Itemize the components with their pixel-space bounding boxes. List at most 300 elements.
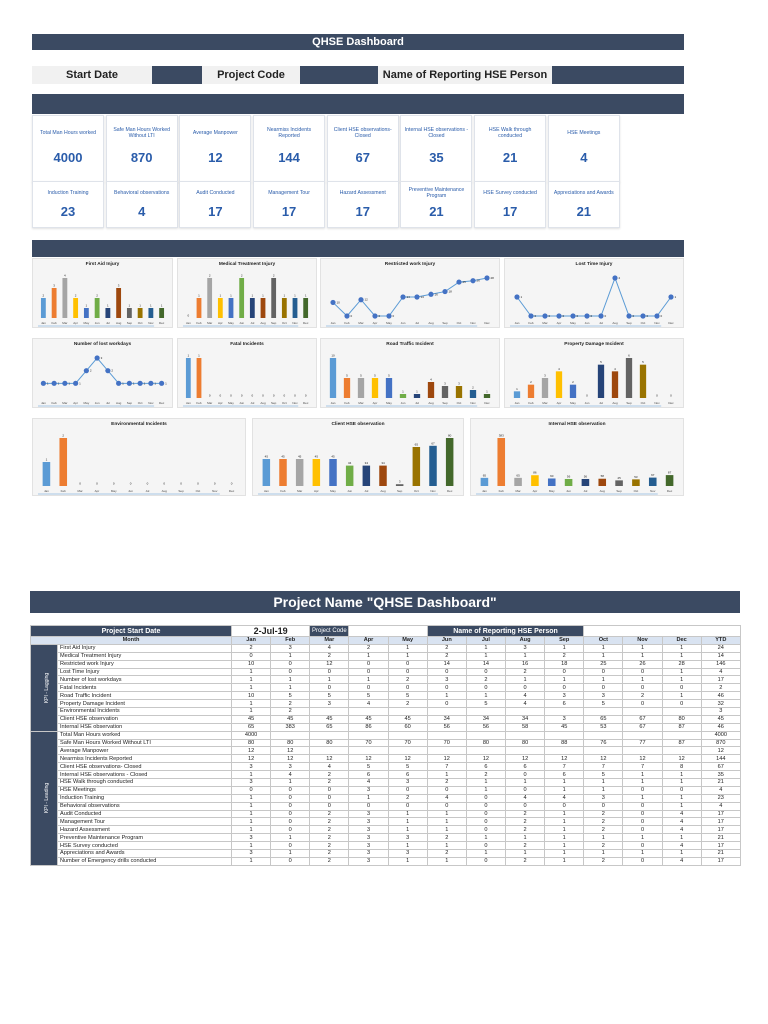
table-cell[interactable]: 65 [310, 723, 349, 731]
table-cell[interactable]: 3 [349, 826, 388, 834]
table-cell[interactable]: 2 [388, 676, 427, 684]
table-cell[interactable]: 2 [584, 810, 623, 818]
table-cell[interactable]: 1 [584, 652, 623, 660]
table-cell[interactable]: 5 [584, 771, 623, 779]
table-cell[interactable]: 1 [623, 771, 662, 779]
table-cell[interactable]: 0 [623, 786, 662, 794]
table-cell[interactable]: 1 [662, 692, 701, 700]
table-cell[interactable]: 4 [701, 802, 740, 810]
table-cell[interactable]: 2 [427, 850, 466, 858]
table-cell[interactable]: 2 [349, 644, 388, 652]
table-cell[interactable]: 1 [427, 771, 466, 779]
table-cell[interactable] [506, 731, 545, 739]
table-cell[interactable]: 1 [623, 652, 662, 660]
table-cell[interactable]: 1 [506, 834, 545, 842]
table-cell[interactable]: 12 [662, 755, 701, 763]
table-cell[interactable]: 0 [427, 802, 466, 810]
table-cell[interactable]: 1 [623, 834, 662, 842]
table-cell[interactable]: 1 [271, 676, 310, 684]
table-cell[interactable]: 1 [545, 810, 584, 818]
table-cell[interactable]: 1 [623, 644, 662, 652]
table-cell[interactable] [623, 708, 662, 716]
table-cell[interactable]: 0 [388, 802, 427, 810]
table-cell[interactable]: 1 [506, 676, 545, 684]
table-cell[interactable]: 0 [349, 660, 388, 668]
table-cell[interactable]: 0 [427, 786, 466, 794]
table-cell[interactable]: 6 [506, 763, 545, 771]
table-cell[interactable]: 3 [427, 676, 466, 684]
table-cell[interactable]: 1 [427, 810, 466, 818]
table-cell[interactable]: 2 [310, 810, 349, 818]
table-cell[interactable] [584, 731, 623, 739]
table-cell[interactable]: 88 [545, 739, 584, 747]
table-cell[interactable]: 1 [584, 834, 623, 842]
table-cell[interactable]: 1 [427, 857, 466, 865]
table-cell[interactable]: 5 [310, 692, 349, 700]
table-cell[interactable]: 3 [349, 786, 388, 794]
table-cell[interactable]: 3 [349, 850, 388, 858]
table-cell[interactable]: 1 [662, 771, 701, 779]
table-cell[interactable]: 14 [466, 660, 505, 668]
table-cell[interactable]: 1 [584, 779, 623, 787]
table-cell[interactable]: 0 [232, 652, 271, 660]
table-cell[interactable]: 2 [584, 826, 623, 834]
table-cell[interactable]: 86 [349, 723, 388, 731]
table-cell[interactable]: 80 [310, 739, 349, 747]
table-cell[interactable]: 0 [623, 700, 662, 708]
table-cell[interactable]: 6 [466, 763, 505, 771]
table-cell[interactable]: 1 [232, 810, 271, 818]
table-cell[interactable]: 2 [506, 818, 545, 826]
table-cell[interactable]: 2 [584, 857, 623, 865]
table-cell[interactable]: 56 [466, 723, 505, 731]
table-cell[interactable]: 0 [466, 826, 505, 834]
table-cell[interactable] [349, 731, 388, 739]
table-cell[interactable]: 70 [427, 739, 466, 747]
table-cell[interactable]: 1 [232, 794, 271, 802]
table-cell[interactable]: 0 [271, 660, 310, 668]
table-cell[interactable]: 2 [271, 700, 310, 708]
table-cell[interactable] [584, 708, 623, 716]
table-cell[interactable]: 1 [349, 794, 388, 802]
table-cell[interactable]: 0 [388, 684, 427, 692]
table-cell[interactable]: 67 [623, 723, 662, 731]
table-cell[interactable]: 0 [662, 786, 701, 794]
table-cell[interactable]: 0 [545, 802, 584, 810]
table-cell[interactable]: 12 [232, 747, 271, 755]
table-cell[interactable]: 60 [388, 723, 427, 731]
table-cell[interactable]: 17 [701, 842, 740, 850]
table-cell[interactable]: 2 [271, 708, 310, 716]
table-cell[interactable]: 1 [232, 802, 271, 810]
table-cell[interactable]: 0 [466, 802, 505, 810]
table-cell[interactable]: 0 [388, 660, 427, 668]
table-cell[interactable]: 0 [349, 802, 388, 810]
table-cell[interactable]: 70 [388, 739, 427, 747]
table-cell[interactable]: 0 [349, 668, 388, 676]
table-cell[interactable]: 1 [662, 652, 701, 660]
table-cell[interactable]: 0 [310, 802, 349, 810]
table-cell[interactable]: 1 [545, 857, 584, 865]
table-cell[interactable]: 35 [701, 771, 740, 779]
table-cell[interactable]: 0 [466, 684, 505, 692]
table-cell[interactable]: 80 [271, 739, 310, 747]
table-cell[interactable]: 1 [232, 818, 271, 826]
table-cell[interactable]: 67 [623, 715, 662, 723]
table-cell[interactable]: 0 [506, 771, 545, 779]
table-cell[interactable]: 5 [388, 692, 427, 700]
table-cell[interactable]: 25 [584, 660, 623, 668]
table-cell[interactable]: 0 [427, 684, 466, 692]
table-cell[interactable] [427, 747, 466, 755]
table-cell[interactable] [662, 708, 701, 716]
table-cell[interactable] [662, 731, 701, 739]
table-cell[interactable]: 6 [349, 771, 388, 779]
table-cell[interactable]: 1 [662, 668, 701, 676]
table-cell[interactable]: 26 [623, 660, 662, 668]
table-cell[interactable] [349, 708, 388, 716]
table-cell[interactable]: 12 [506, 755, 545, 763]
table-cell[interactable]: 4 [662, 810, 701, 818]
table-cell[interactable]: 3 [232, 834, 271, 842]
table-cell[interactable]: 144 [701, 755, 740, 763]
table-cell[interactable]: 34 [506, 715, 545, 723]
table-cell[interactable]: 4 [506, 794, 545, 802]
table-cell[interactable]: 4 [506, 692, 545, 700]
table-cell[interactable] [310, 731, 349, 739]
table-cell[interactable]: 1 [545, 779, 584, 787]
project-code-field[interactable] [300, 66, 378, 84]
table-cell[interactable]: 1 [545, 842, 584, 850]
table-cell[interactable]: 77 [623, 739, 662, 747]
table-cell[interactable]: 17 [701, 857, 740, 865]
table-cell[interactable]: 53 [584, 723, 623, 731]
table-cell[interactable]: 0 [506, 786, 545, 794]
reporting-person-field[interactable] [552, 66, 684, 84]
table-cell[interactable]: 3 [271, 763, 310, 771]
table-cell[interactable]: 3 [232, 850, 271, 858]
table-cell[interactable] [545, 747, 584, 755]
table-cell[interactable]: 4 [662, 857, 701, 865]
table-cell[interactable]: 3 [388, 779, 427, 787]
table-cell[interactable]: 8 [662, 763, 701, 771]
table-cell[interactable]: 0 [466, 818, 505, 826]
table-cell[interactable]: 2 [466, 771, 505, 779]
table-cell[interactable]: 2 [506, 842, 545, 850]
table-cell[interactable]: 80 [232, 739, 271, 747]
table-cell[interactable]: 17 [701, 810, 740, 818]
table-cell[interactable]: 1 [584, 676, 623, 684]
table-cell[interactable]: 12 [584, 755, 623, 763]
table-cell[interactable]: 1 [427, 692, 466, 700]
table-cell[interactable]: 4 [310, 763, 349, 771]
table-cell[interactable]: 1 [232, 668, 271, 676]
table-cell[interactable] [466, 731, 505, 739]
table-cell[interactable]: 1 [545, 644, 584, 652]
table-cell[interactable]: 4 [506, 700, 545, 708]
table-cell[interactable]: 1 [232, 857, 271, 865]
table-cell[interactable] [584, 747, 623, 755]
table-cell[interactable]: 1 [466, 834, 505, 842]
table-cell[interactable]: 2 [427, 834, 466, 842]
table-cell[interactable]: 5 [466, 700, 505, 708]
table-cell[interactable]: 17 [701, 818, 740, 826]
table-cell[interactable]: 1 [271, 779, 310, 787]
table-cell[interactable]: 7 [427, 763, 466, 771]
table-cell[interactable]: 4 [662, 818, 701, 826]
table-cell[interactable]: 28 [662, 660, 701, 668]
table-cell[interactable]: 3 [349, 818, 388, 826]
table-cell[interactable]: 6 [545, 771, 584, 779]
table-cell[interactable]: 3 [349, 810, 388, 818]
table-cell[interactable]: 0 [310, 786, 349, 794]
table-cell[interactable]: 0 [623, 826, 662, 834]
table-cell[interactable]: 67 [701, 763, 740, 771]
table-cell[interactable]: 3 [388, 834, 427, 842]
table-cell[interactable]: 17 [701, 676, 740, 684]
table-cell[interactable]: 4 [545, 794, 584, 802]
table-cell[interactable]: 0 [271, 802, 310, 810]
table-cell[interactable]: 10 [232, 660, 271, 668]
table-cell[interactable]: 1 [232, 842, 271, 850]
project-start-date-value[interactable]: 2-Jul-19 [232, 626, 310, 637]
table-cell[interactable]: 7 [545, 763, 584, 771]
table-cell[interactable]: 1 [388, 810, 427, 818]
table-cell[interactable]: 5 [349, 692, 388, 700]
table-cell[interactable]: 12 [427, 755, 466, 763]
table-cell[interactable]: 2 [310, 652, 349, 660]
table-cell[interactable]: 1 [623, 794, 662, 802]
table-cell[interactable]: 45 [388, 715, 427, 723]
table-cell[interactable]: 0 [466, 794, 505, 802]
table-cell[interactable]: 2 [310, 779, 349, 787]
table-cell[interactable]: 1 [662, 644, 701, 652]
table-cell[interactable]: 4 [310, 644, 349, 652]
table-cell[interactable]: 1 [545, 850, 584, 858]
table-cell[interactable]: 4 [349, 779, 388, 787]
table-cell[interactable]: 1 [662, 794, 701, 802]
table-cell[interactable]: 32 [701, 700, 740, 708]
table-cell[interactable]: 1 [232, 826, 271, 834]
table-cell[interactable]: 12 [388, 755, 427, 763]
table-cell[interactable]: 5 [584, 700, 623, 708]
table-cell[interactable]: 2 [310, 857, 349, 865]
table-cell[interactable]: 0 [623, 802, 662, 810]
table-cell[interactable]: 0 [427, 700, 466, 708]
table-cell[interactable]: 383 [271, 723, 310, 731]
table-cell[interactable]: 0 [584, 802, 623, 810]
table-cell[interactable]: 1 [271, 850, 310, 858]
table-cell[interactable]: 23 [701, 794, 740, 802]
table-cell[interactable]: 18 [545, 660, 584, 668]
table-cell[interactable]: 1 [349, 676, 388, 684]
table-cell[interactable]: 1 [466, 692, 505, 700]
table-cell[interactable]: 1 [506, 779, 545, 787]
table-cell[interactable]: 0 [584, 668, 623, 676]
table-cell[interactable]: 0 [310, 794, 349, 802]
table-cell[interactable]: 1 [388, 652, 427, 660]
table-cell[interactable]: 21 [701, 834, 740, 842]
table-cell[interactable]: 2 [701, 684, 740, 692]
table-cell[interactable]: 2 [310, 842, 349, 850]
table-cell[interactable]: 21 [701, 779, 740, 787]
table-cell[interactable]: 0 [388, 668, 427, 676]
table-cell[interactable]: 1 [506, 850, 545, 858]
table-cell[interactable]: 87 [662, 723, 701, 731]
table-cell[interactable] [349, 747, 388, 755]
table-cell[interactable]: 1 [662, 779, 701, 787]
table-cell[interactable]: 1 [623, 779, 662, 787]
table-cell[interactable]: 1 [427, 818, 466, 826]
table-cell[interactable]: 2 [466, 676, 505, 684]
project-code-value[interactable] [349, 626, 427, 637]
table-cell[interactable]: 1 [271, 834, 310, 842]
table-cell[interactable]: 1 [232, 708, 271, 716]
table-cell[interactable]: 0 [349, 684, 388, 692]
table-cell[interactable]: 0 [506, 684, 545, 692]
table-cell[interactable]: 0 [271, 842, 310, 850]
table-cell[interactable]: 65 [584, 715, 623, 723]
table-cell[interactable]: 4 [662, 826, 701, 834]
table-cell[interactable]: 0 [466, 842, 505, 850]
table-cell[interactable]: 1 [545, 786, 584, 794]
table-cell[interactable] [310, 747, 349, 755]
table-cell[interactable]: 12 [701, 747, 740, 755]
table-cell[interactable]: 0 [271, 818, 310, 826]
table-cell[interactable]: 3 [545, 692, 584, 700]
table-cell[interactable]: 2 [310, 850, 349, 858]
table-cell[interactable]: 12 [623, 755, 662, 763]
table-cell[interactable]: 0 [427, 668, 466, 676]
table-cell[interactable]: 1 [623, 676, 662, 684]
table-cell[interactable]: 1 [232, 676, 271, 684]
table-cell[interactable]: 1 [466, 786, 505, 794]
table-cell[interactable] [545, 731, 584, 739]
table-cell[interactable]: 46 [701, 723, 740, 731]
table-cell[interactable] [310, 708, 349, 716]
table-cell[interactable]: 4 [701, 786, 740, 794]
table-cell[interactable]: 1 [662, 850, 701, 858]
table-cell[interactable]: 7 [584, 763, 623, 771]
table-cell[interactable]: 0 [623, 810, 662, 818]
table-cell[interactable]: 2 [427, 652, 466, 660]
table-cell[interactable]: 1 [584, 644, 623, 652]
table-cell[interactable]: 45 [271, 715, 310, 723]
table-cell[interactable]: 1 [232, 771, 271, 779]
table-cell[interactable]: 1 [271, 684, 310, 692]
table-cell[interactable]: 2 [545, 652, 584, 660]
table-cell[interactable]: 0 [232, 786, 271, 794]
table-cell[interactable]: 2 [232, 644, 271, 652]
table-cell[interactable]: 1 [466, 779, 505, 787]
table-cell[interactable]: 56 [427, 723, 466, 731]
table-cell[interactable]: 14 [427, 660, 466, 668]
table-cell[interactable]: 1 [545, 676, 584, 684]
table-cell[interactable] [466, 708, 505, 716]
table-cell[interactable]: 1 [427, 826, 466, 834]
table-cell[interactable]: 0 [662, 700, 701, 708]
table-cell[interactable]: 0 [623, 668, 662, 676]
table-cell[interactable] [662, 747, 701, 755]
table-cell[interactable]: 4 [662, 842, 701, 850]
table-cell[interactable]: 76 [584, 739, 623, 747]
table-cell[interactable]: 6 [545, 700, 584, 708]
table-cell[interactable]: 2 [584, 818, 623, 826]
table-cell[interactable]: 146 [701, 660, 740, 668]
table-cell[interactable]: 46 [701, 692, 740, 700]
table-cell[interactable]: 80 [506, 739, 545, 747]
table-cell[interactable]: 1 [466, 644, 505, 652]
table-cell[interactable]: 17 [701, 826, 740, 834]
table-cell[interactable]: 5 [388, 763, 427, 771]
table-cell[interactable]: 2 [427, 644, 466, 652]
table-cell[interactable]: 1 [388, 826, 427, 834]
table-cell[interactable]: 2 [427, 779, 466, 787]
table-cell[interactable]: 3 [584, 692, 623, 700]
table-cell[interactable]: 1 [271, 652, 310, 660]
table-cell[interactable]: 3 [349, 842, 388, 850]
table-cell[interactable]: 2 [506, 857, 545, 865]
table-cell[interactable]: 80 [662, 715, 701, 723]
table-cell[interactable]: 4 [271, 771, 310, 779]
table-cell[interactable]: 3 [232, 763, 271, 771]
table-cell[interactable]: 3 [310, 700, 349, 708]
table-cell[interactable]: 1 [388, 842, 427, 850]
table-cell[interactable] [388, 708, 427, 716]
table-cell[interactable]: 2 [506, 810, 545, 818]
table-cell[interactable]: 87 [662, 739, 701, 747]
table-cell[interactable]: 58 [506, 723, 545, 731]
table-cell[interactable]: 1 [584, 786, 623, 794]
table-cell[interactable]: 1 [232, 700, 271, 708]
table-cell[interactable]: 24 [701, 644, 740, 652]
table-cell[interactable]: 1 [545, 834, 584, 842]
table-cell[interactable]: 0 [584, 684, 623, 692]
table-cell[interactable]: 45 [232, 715, 271, 723]
table-cell[interactable]: 45 [701, 715, 740, 723]
table-cell[interactable]: 0 [623, 857, 662, 865]
table-cell[interactable]: 4000 [232, 731, 271, 739]
table-cell[interactable]: 2 [310, 826, 349, 834]
table-cell[interactable] [427, 731, 466, 739]
table-cell[interactable] [623, 747, 662, 755]
table-cell[interactable]: 0 [271, 786, 310, 794]
table-cell[interactable]: 0 [506, 802, 545, 810]
table-cell[interactable]: 80 [466, 739, 505, 747]
table-cell[interactable]: 0 [310, 668, 349, 676]
table-cell[interactable]: 0 [271, 668, 310, 676]
table-cell[interactable]: 34 [466, 715, 505, 723]
table-cell[interactable]: 0 [271, 826, 310, 834]
table-cell[interactable]: 2 [584, 842, 623, 850]
table-cell[interactable] [466, 747, 505, 755]
table-cell[interactable]: 34 [427, 715, 466, 723]
table-cell[interactable]: 0 [466, 668, 505, 676]
table-cell[interactable]: 5 [349, 763, 388, 771]
table-cell[interactable]: 6 [388, 771, 427, 779]
table-cell[interactable]: 21 [701, 850, 740, 858]
table-cell[interactable]: 0 [271, 810, 310, 818]
table-cell[interactable]: 12 [232, 755, 271, 763]
table-cell[interactable]: 3 [701, 708, 740, 716]
table-cell[interactable]: 12 [466, 755, 505, 763]
table-cell[interactable]: 3 [388, 850, 427, 858]
table-cell[interactable]: 0 [545, 668, 584, 676]
table-cell[interactable]: 1 [310, 676, 349, 684]
table-cell[interactable]: 4000 [701, 731, 740, 739]
table-cell[interactable]: 3 [349, 857, 388, 865]
table-cell[interactable]: 1 [662, 676, 701, 684]
